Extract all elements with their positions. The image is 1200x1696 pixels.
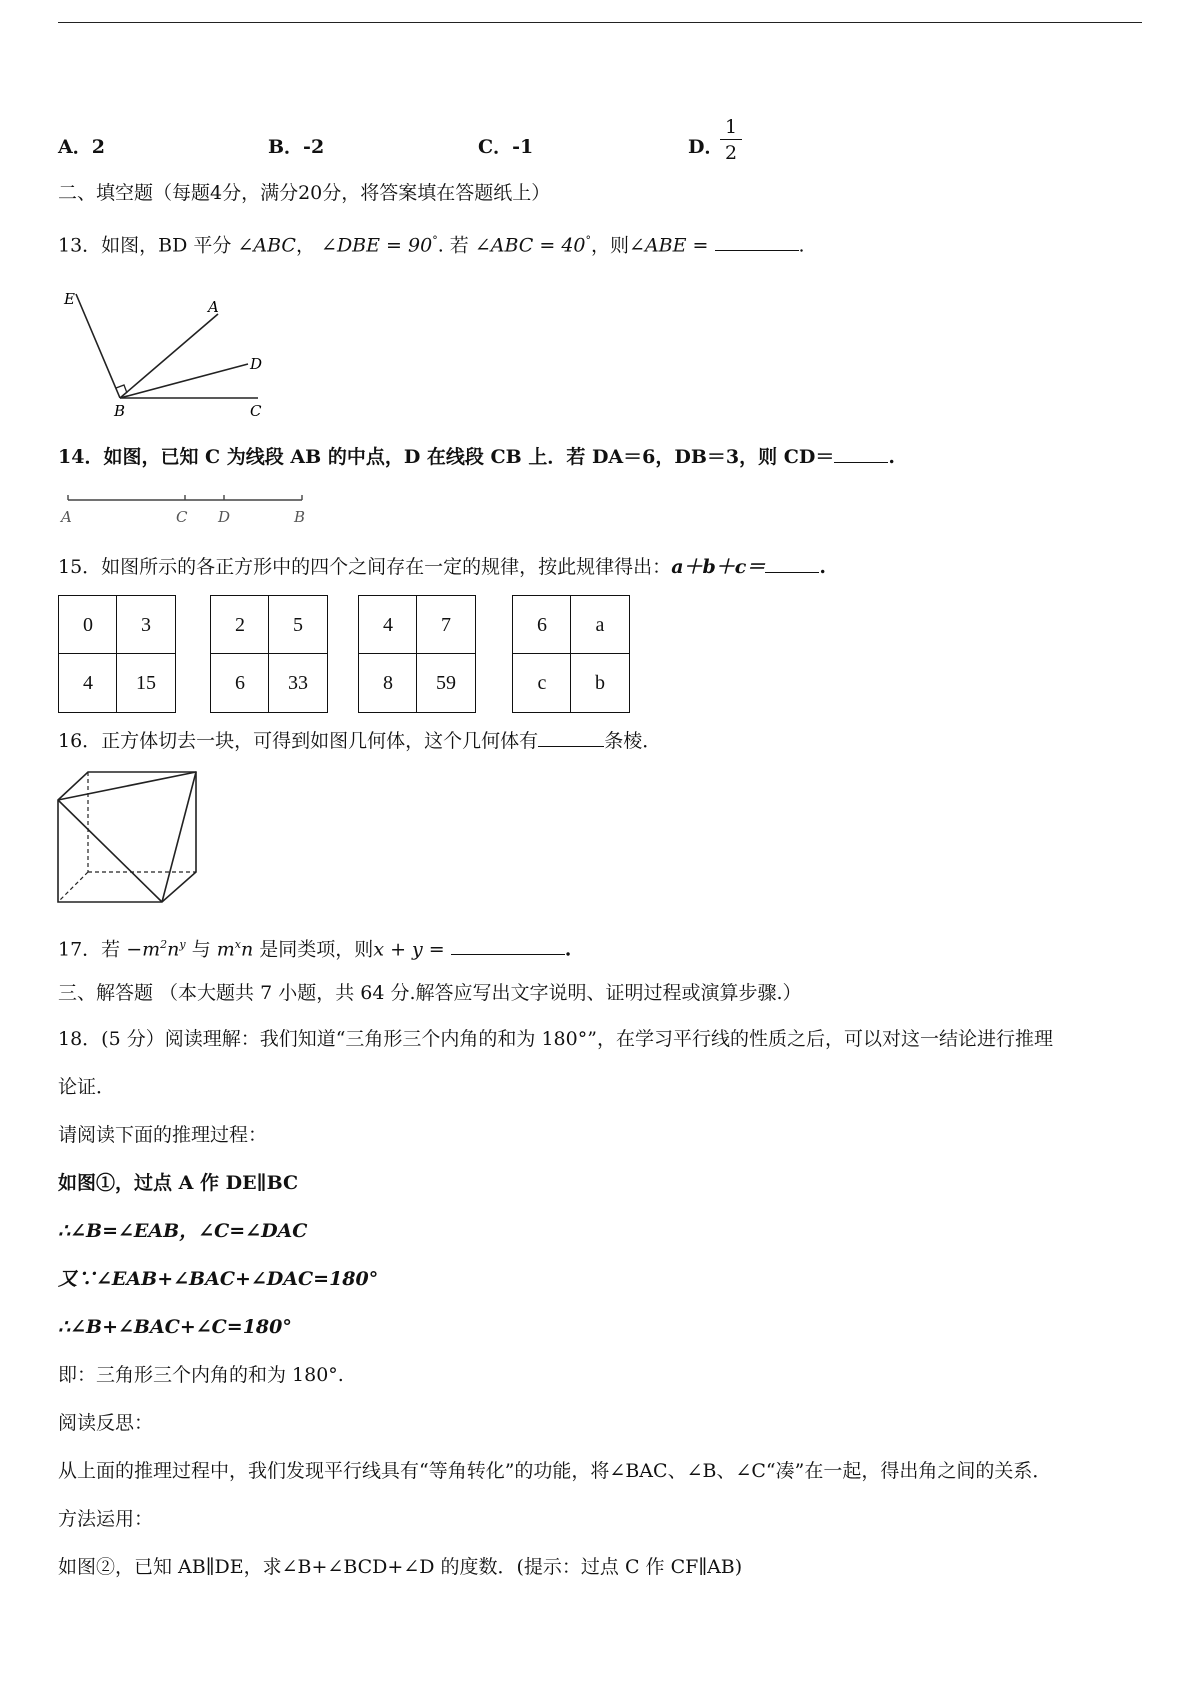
q17-term1-n: n bbox=[167, 938, 180, 961]
q15-expression: a＋b＋c＝ bbox=[671, 556, 766, 578]
option-c: C．-1 bbox=[478, 136, 534, 158]
figure-13 bbox=[58, 282, 278, 422]
number-grid bbox=[58, 595, 176, 713]
q17-end: . bbox=[564, 938, 572, 961]
question-17 bbox=[58, 932, 571, 962]
header-rule bbox=[58, 22, 1142, 23]
grid-cell: 6 bbox=[537, 614, 547, 636]
proof-line-1: 如图①，过点 A 作 DE∥BC bbox=[58, 1172, 299, 1194]
grid-cell: 8 bbox=[383, 672, 393, 694]
grid-cell: 4 bbox=[83, 672, 93, 694]
proof-conclusion: 即：三角形三个内角的和为 180°. bbox=[58, 1364, 344, 1386]
answer-blank bbox=[765, 554, 819, 573]
number-grid bbox=[210, 595, 328, 713]
grid-cell: a bbox=[595, 614, 605, 636]
q17-term2-n: n bbox=[241, 938, 254, 961]
q17-term2: m bbox=[216, 938, 235, 961]
question-16 bbox=[58, 728, 661, 754]
reflection-text: 从上面的推理过程中，我们发现平行线具有“等角转化”的功能，将∠BAC、∠B、∠C“凑”在一起，得出角之间的关系． bbox=[58, 1460, 1052, 1482]
q13-angle-abc: ∠ABC bbox=[237, 234, 296, 257]
q17-mid: 是同类项，则 bbox=[259, 938, 374, 961]
grid-cell: 0 bbox=[83, 614, 93, 636]
answer-blank bbox=[451, 936, 565, 955]
label-e: E bbox=[64, 290, 75, 308]
section-3-heading: 三、解答题 （本大题共 7 小题，共 64 分.解答应写出文字说明、证明过程或演算步骤.） bbox=[58, 982, 802, 1004]
q18-line2: 论证． bbox=[58, 1076, 116, 1098]
fraction-denominator: 2 bbox=[724, 142, 738, 164]
q14-text: 14．如图，已知 C 为线段 AB 的中点，D 在线段 CB 上．若 DA＝6，DB＝3，则 CD＝ bbox=[58, 446, 835, 468]
label-b: B bbox=[114, 402, 126, 420]
label-c: C bbox=[176, 508, 188, 526]
q17-term1-n-exp: y bbox=[179, 938, 186, 951]
label-b: B bbox=[294, 508, 306, 526]
q15-text: 15．如图所示的各正方形中的四个之间存在一定的规律，按此规律得出： bbox=[58, 556, 672, 578]
method-question: 如图②，已知 AB∥DE，求∠B+∠BCD+∠D 的度数．(提示：过点 C 作 CF∥AB) bbox=[58, 1556, 743, 1578]
label-d: D bbox=[250, 355, 263, 373]
q17-term1: −m bbox=[126, 938, 161, 961]
proof-line-3: 又∵∠EAB+∠BAC+∠DAC=180° bbox=[58, 1268, 379, 1290]
label-c: C bbox=[250, 402, 262, 420]
proof-line-4: ∴∠B+∠BAC+∠C=180° bbox=[58, 1316, 292, 1338]
grid-cell: 4 bbox=[383, 614, 393, 636]
q17-term2-exp: x bbox=[234, 938, 241, 951]
q13-comma: ， bbox=[295, 234, 315, 257]
answer-blank bbox=[538, 728, 604, 747]
reading-prompt: 请阅读下面的推理过程： bbox=[58, 1124, 268, 1146]
question-15: 15．如图所示的各正方形中的四个之间存在一定的规律，按此规律得出：a＋b＋c＝ . bbox=[58, 556, 826, 578]
degree-sign: ° bbox=[585, 234, 592, 247]
label-a: A bbox=[208, 298, 219, 316]
answer-blank bbox=[715, 232, 799, 251]
reflection-heading: 阅读反思： bbox=[58, 1412, 154, 1434]
q16-text-a: 16．正方体切去一块，可得到如图几何体，这个几何体有 bbox=[58, 730, 539, 752]
grid-cell: 5 bbox=[293, 614, 303, 636]
q13-prefix: 13．如图，BD 平分 bbox=[58, 234, 232, 257]
grid-cell: 2 bbox=[235, 614, 245, 636]
option-a: A．2 bbox=[58, 136, 105, 158]
q16-text-b: 条棱． bbox=[604, 730, 662, 752]
question-13 bbox=[58, 228, 805, 258]
grid-cell: b bbox=[595, 672, 605, 694]
q13-then: ，则 bbox=[591, 234, 630, 257]
q18-line1: 18．(5 分）阅读理解：我们知道“三角形三个内角的和为 180°”，在学习平行线的性质之后，可以对这一结论进行推理 bbox=[58, 1028, 1053, 1050]
answer-blank bbox=[834, 444, 888, 463]
option-d: D． bbox=[688, 136, 724, 158]
label-d: D bbox=[218, 508, 231, 526]
grid-cell: 59 bbox=[436, 672, 456, 694]
fraction-numerator: 1 bbox=[720, 115, 742, 140]
q13-end: . bbox=[798, 234, 805, 257]
q17-xy: x + y = bbox=[373, 938, 445, 961]
number-grid bbox=[358, 595, 476, 713]
q13-angle-abc-value: ∠ABC = 40 bbox=[474, 234, 586, 257]
number-grid bbox=[512, 595, 630, 713]
grid-cell: 6 bbox=[235, 672, 245, 694]
figure-16-solid bbox=[54, 768, 204, 908]
grid-cell: c bbox=[537, 672, 547, 694]
q17-term1-exp: 2 bbox=[160, 938, 168, 951]
proof-line-2: ∴∠B=∠EAB，∠C=∠DAC bbox=[58, 1220, 308, 1242]
q13-angle-dbe: ∠DBE = 90 bbox=[321, 234, 433, 257]
grid-cell: 3 bbox=[141, 614, 151, 636]
grid-cell: 15 bbox=[136, 672, 156, 694]
q13-angle-abe: ∠ABE = bbox=[629, 234, 709, 257]
option-d-fraction bbox=[720, 115, 742, 166]
q13-if: . 若 bbox=[437, 234, 469, 257]
section-2-heading: 二、填空题（每题4分，满分20分，将答案填在答题纸上） bbox=[58, 182, 551, 204]
q17-with: 与 bbox=[191, 938, 211, 961]
method-heading: 方法运用： bbox=[58, 1508, 154, 1530]
grid-cell: 33 bbox=[288, 672, 308, 694]
question-14: 14．如图，已知 C 为线段 AB 的中点，D 在线段 CB 上．若 DA＝6，DB＝3，则 CD＝ . bbox=[58, 446, 895, 468]
degree-sign: ° bbox=[432, 234, 438, 247]
grid-cell: 7 bbox=[441, 614, 451, 636]
option-b: B．-2 bbox=[268, 136, 325, 158]
q17-prefix: 17．若 bbox=[58, 938, 121, 961]
label-a: A bbox=[61, 508, 72, 526]
figure-14 bbox=[58, 490, 318, 530]
